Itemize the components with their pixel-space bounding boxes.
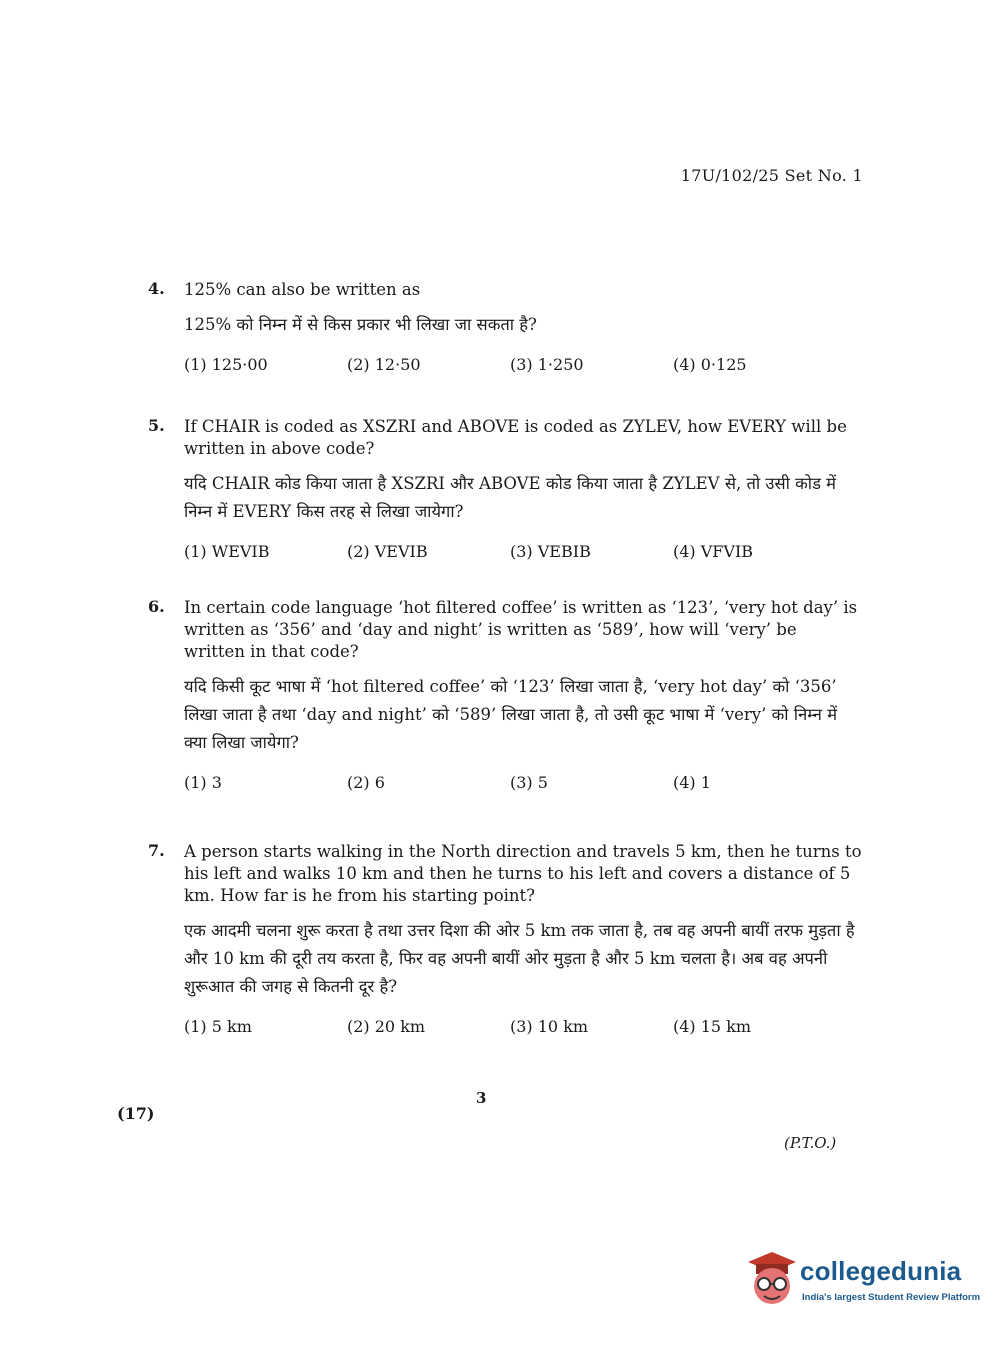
option-2: (2) 6 bbox=[347, 773, 385, 792]
question-english: If CHAIR is coded as XSZRI and ABOVE is coded as ZYLEV, how EVERY will be written in above code? bbox=[184, 417, 847, 458]
option-2: (2) VEVIB bbox=[347, 542, 428, 561]
booklet-code: (17) bbox=[117, 1104, 155, 1123]
collegedunia-logo bbox=[742, 1248, 981, 1318]
option-3: (3) 1·250 bbox=[510, 355, 584, 374]
question-english: A person starts walking in the North direction and travels 5 km, then he turns to his left and walks 10 km and then he turns to his left and covers a distance of 5 km. How far is he from his starting point? bbox=[184, 842, 862, 905]
question-5 bbox=[148, 416, 862, 561]
options-list bbox=[184, 773, 862, 792]
option-4: (4) 0·125 bbox=[673, 355, 747, 374]
question-hindi: यदि किसी कूट भाषा में ‘hot filtered coffee’ को ‘123’ लिखा जाता है, ‘very hot day’ को ‘356’ लिखा जाता है तथा ‘day and night’ को ‘589’ लिखा जाता है, तो उसी कूट भाषा में ‘very’ को निम्न में क्या लिखा जायेगा? bbox=[184, 677, 838, 752]
question-number: 7. bbox=[148, 841, 165, 860]
options-list bbox=[184, 1017, 862, 1036]
question-number: 5. bbox=[148, 416, 165, 435]
option-4: (4) VFVIB bbox=[673, 542, 754, 561]
option-3: (3) 10 km bbox=[510, 1017, 589, 1036]
question-number: 6. bbox=[148, 597, 165, 616]
page-number: 3 bbox=[476, 1089, 487, 1107]
logo-tagline: India's largest Student Review Platform bbox=[802, 1292, 981, 1303]
question-4 bbox=[148, 279, 862, 374]
question-6 bbox=[148, 597, 862, 792]
option-2: (2) 20 km bbox=[347, 1017, 426, 1036]
option-3: (3) 5 bbox=[510, 773, 548, 792]
option-4: (4) 1 bbox=[673, 773, 711, 792]
option-1: (1) 125·00 bbox=[184, 355, 268, 374]
paper-code: 17U/102/25 Set No. 1 bbox=[680, 166, 863, 185]
option-4: (4) 15 km bbox=[673, 1017, 752, 1036]
question-7 bbox=[148, 841, 862, 1036]
question-hindi: 125% को निम्न में से किस प्रकार भी लिखा जा सकता है? bbox=[184, 315, 537, 334]
question-number: 4. bbox=[148, 279, 165, 298]
question-english: 125% can also be written as bbox=[184, 280, 421, 299]
options-list bbox=[184, 355, 862, 374]
options-list bbox=[184, 542, 862, 561]
option-3: (3) VEBIB bbox=[510, 542, 591, 561]
logo-name: collegedunia bbox=[800, 1256, 962, 1286]
option-1: (1) WEVIB bbox=[184, 542, 270, 561]
question-hindi: यदि CHAIR कोड किया जाता है XSZRI और ABOVE कोड किया जाता है ZYLEV से, तो उसी कोड में निम्न में EVERY किस तरह से लिखा जायेगा? bbox=[184, 474, 837, 521]
question-english: In certain code language ‘hot filtered coffee’ is written as ‘123’, ‘very hot day’ is written as ‘356’ and ‘day and night’ is written as ‘589’, how will ‘very’ be written in that code? bbox=[184, 598, 858, 661]
question-hindi: एक आदमी चलना शुरू करता है तथा उत्तर दिशा की ओर 5 km तक जाता है, तब वह अपनी बायीं तरफ मुड़ता है और 10 km की दूरी तय करता है, फिर वह अपनी बायीं ओर मुड़ता है और 5 km चलता है। अब वह अपनी शुरूआत की जगह से कितनी दूर है? bbox=[184, 921, 855, 996]
option-1: (1) 5 km bbox=[184, 1017, 252, 1036]
option-1: (1) 3 bbox=[184, 773, 222, 792]
option-2: (2) 12·50 bbox=[347, 355, 421, 374]
pto-label: (P.T.O.) bbox=[784, 1134, 837, 1152]
mascot-icon bbox=[742, 1248, 798, 1312]
